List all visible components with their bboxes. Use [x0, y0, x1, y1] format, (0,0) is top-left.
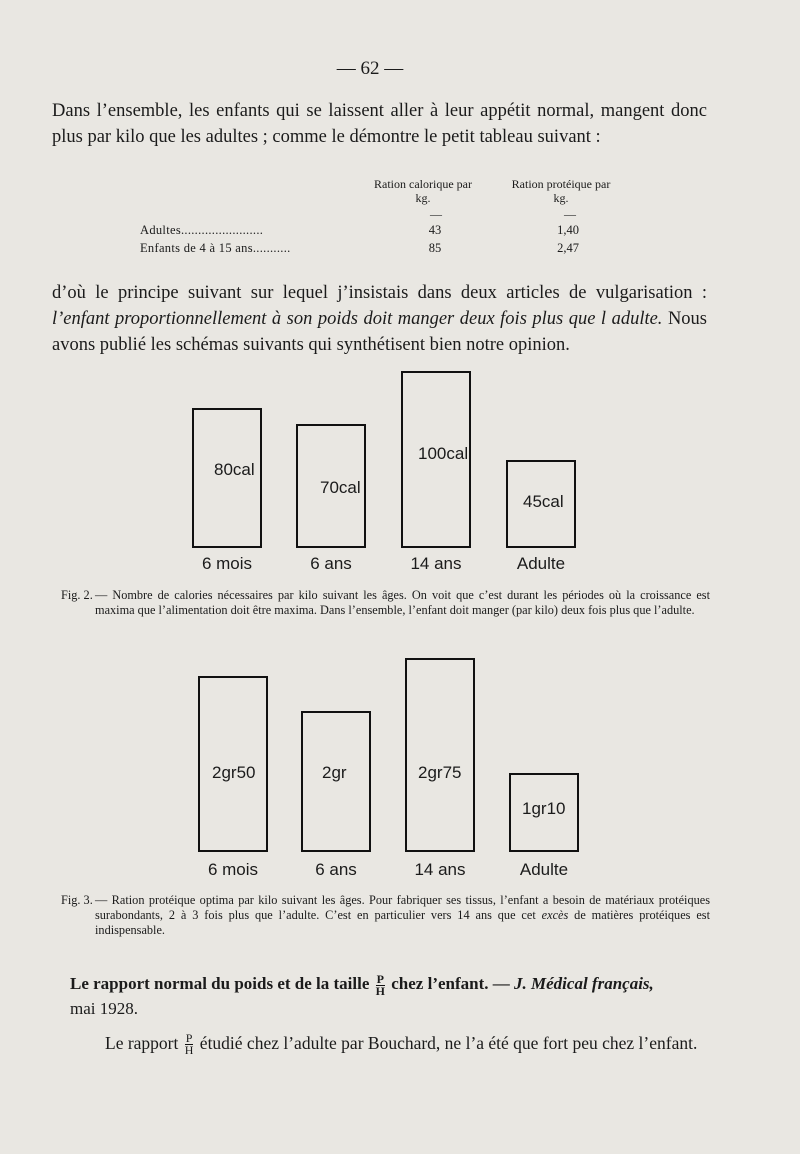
bar-value: 1gr10: [522, 799, 566, 818]
figure-3-caption: [61, 893, 710, 938]
closing-a: Le rapport: [105, 1033, 179, 1053]
caption-text: — Ration protéique optima par kilo suivant les âges. Pour fabriquer ses tissus, l’enfant a besoin de matériaux protéiques surabondants, 2 à 3 fois plus que l’adulte. C’est en particulier vers 14 ans que cet: [95, 893, 710, 922]
table-row: [140, 223, 640, 241]
bar-label: 14 ans: [414, 860, 466, 879]
bar-14-ans: [405, 658, 475, 852]
table-row: [140, 241, 640, 259]
row-calorique: 85: [428, 241, 442, 255]
caption-label: Fig. 2.: [61, 588, 93, 602]
row-proteique: 2,47: [557, 241, 579, 255]
intro-paragraph: Dans l’ensemble, les enfants qui se laissent aller à leur appétit normal, mangent donc plus par kilo que les adultes ; comme le démontre le petit tableau suivant :: [52, 101, 707, 147]
bar-label: Adulte: [519, 860, 569, 879]
header-dash: —: [430, 207, 442, 221]
principle-statement: l’enfant proportionnellement à son poids doit manger deux fois plus que l adulte.: [52, 309, 663, 329]
fraction-denominator: H: [184, 1043, 194, 1058]
section-heading: [70, 972, 720, 1021]
fraction-numerator: P: [376, 971, 384, 986]
row-label: Adultes........................: [140, 223, 264, 237]
principle-intro: d’où le principe suivant sur lequel j’insistais dans deux articles de vulgarisation :: [52, 283, 707, 303]
page-number: — 62 —: [336, 58, 404, 79]
bar-label: 6 ans: [315, 860, 357, 879]
closing-b: étudié chez l’adulte par Bouchard, ne l’a été que fort peu chez l’enfant.: [199, 1033, 698, 1053]
bar-value: 2gr75: [418, 763, 462, 782]
ratio-fraction: [375, 971, 385, 998]
caption-text: — Nombre de calories nécessaires par kilo suivant les âges. On voit que c’est durant les périodes où la croissance est maxima que l’alimentation doit être maxima. Dans l’ensemble, l’enfant doit manger (par kilo) deux fois plus que l’adulte.: [95, 588, 710, 617]
bar-value: 80cal: [214, 460, 255, 479]
fraction-numerator: P: [185, 1031, 193, 1046]
ratio-fraction: [185, 1033, 194, 1056]
header-proteique: Ration protéique par kg.: [511, 177, 611, 205]
caption-label: Fig. 3.: [61, 893, 93, 907]
bar-label: 6 mois: [201, 554, 253, 573]
header-calorique: Ration calorique par kg.: [374, 177, 472, 205]
bar-value: 2gr50: [212, 763, 256, 782]
bar-label: 14 ans: [410, 554, 462, 573]
publication-date: mai 1928.: [70, 998, 138, 1018]
bar-label: Adulte: [516, 554, 566, 573]
bar-label: 6 mois: [207, 860, 259, 879]
closing-paragraph: [70, 1030, 720, 1057]
row-calorique: 43: [428, 223, 442, 237]
caption-text-end: de matières protéiques est indispensable.: [95, 908, 710, 937]
principle-end: Nous avons publié les schémas suivants qui synthétisent bien notre opinion.: [52, 309, 707, 355]
row-label: Enfants de 4 à 15 ans...........: [140, 241, 291, 255]
bar-value: 2gr: [322, 763, 347, 782]
bar-label: 6 ans: [310, 554, 352, 573]
journal-name: J. Médical français,: [514, 974, 654, 993]
figure-2-caption: [61, 588, 710, 618]
bar-value: 70cal: [320, 478, 361, 497]
bar-value: 45cal: [523, 492, 564, 511]
header-dash: —: [564, 207, 576, 221]
section-title-b: chez l’enfant. —: [391, 974, 510, 993]
bar-value: 100cal: [418, 444, 469, 463]
principle-paragraph: [52, 280, 707, 358]
row-proteique: 1,40: [557, 223, 579, 237]
section-title-a: Le rapport normal du poids et de la taille: [70, 974, 370, 993]
fraction-denominator: H: [375, 983, 385, 998]
caption-emphasis: excès: [541, 908, 569, 922]
